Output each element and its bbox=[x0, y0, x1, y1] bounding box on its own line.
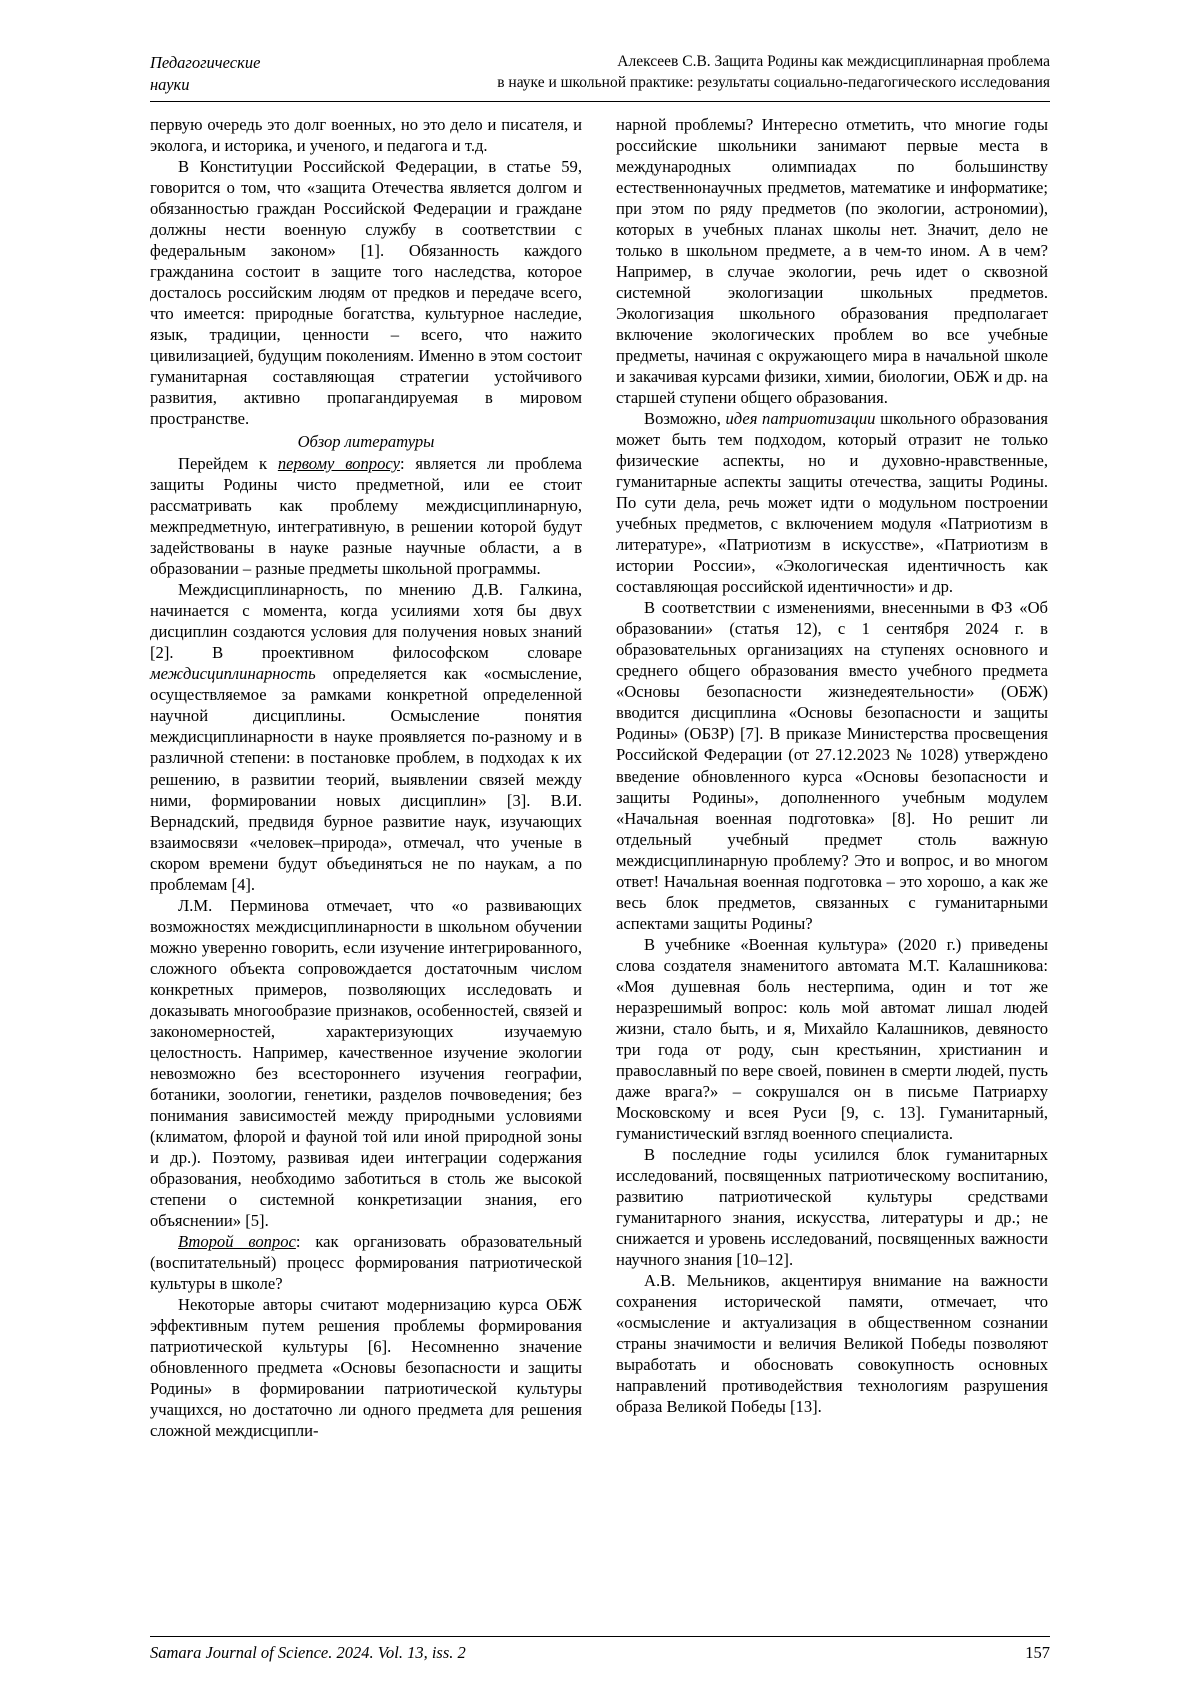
left-column bbox=[150, 114, 582, 1592]
section-subheading: Обзор литературы bbox=[297, 432, 435, 451]
header-article-title-line1: Алексеев С.В. Защита Родины как междисциплинарная проблема bbox=[617, 53, 1050, 70]
header-article-title-line2: в науке и школьной практике: результаты социально-педагогического исследования bbox=[497, 73, 1050, 91]
emphasis-first-question: первому вопросу bbox=[277, 454, 400, 474]
paragraph bbox=[150, 579, 582, 894]
header-section-title-line2: науки bbox=[150, 74, 190, 94]
paragraph: первую очередь это долг военных, но это дело и писателя, и эколога, и историка, и ученого, и педагога и т.д. bbox=[150, 114, 582, 155]
emphasis-patriotization-idea: идея патриотизации bbox=[725, 408, 876, 428]
header-article-title bbox=[370, 52, 1050, 94]
paragraph: В соответствии с изменениями, внесенными в ФЗ «Об образовании» (статья 12), с 1 сентября 2024 г. в образовательных организациях на ступенях основного и среднего общего образования вместо учебного предмета «Основы безопасности жизнедеятельности» (ОБЖ) вводится дисциплина «Основы безопасности и защиты Родины» (ОБЗР) [7]. В приказе Министерства просвещения Российской Федерации (от 27.12.2023 № 1028) утверждено введение обновленного курса «Основы безопасности и защиты Родины», дополненного учебным модулем «Начальная военная подготовка» [8]. Но решит ли отдельный учебный предмет столь важную междисциплинарную проблему? Это и вопрос, и во многом ответ! Начальная военная подготовка – это хорошо, а как же весь блок предметов, связанных с гуманитарными аспектами защиты Родины? bbox=[616, 598, 1048, 933]
body-columns bbox=[150, 114, 1050, 1592]
right-column bbox=[616, 114, 1048, 1592]
paragraph: А.В. Мельников, акцентируя внимание на важности сохранения исторической памяти, отмечает, что «осмысление и актуализация в общественном сознании страны значимости и величия Великой Победы позволяют выработать и обосновать совокупность основных направлений противодействия технологиям разрушения образа Великой Победы [13]. bbox=[616, 1271, 1048, 1417]
paragraph-text: определяется как «осмысление, осуществляемое за рамками конкретной определенной научной дисциплины. Осмысление понятия междисциплинарности в науке проявляется по-разному и в различной степени: в постановке проблем, в подходах к их решению, в развитии теорий, выявлении связей между ними, формировании новых дисциплин» [3]. В.И. Вернадский, предвидя бурное развитие наук, изучающих взаимосвязи «человек–природа», отмечал, что ученые в скором времени будут объединяться не по наукам, а по проблемам [4]. bbox=[150, 664, 582, 894]
paragraph: нарной проблемы? Интересно отметить, что многие годы российские школьники занимают первые места в международных олимпиадах по большинству естественнонаучных предметов, математике и информатике; при этом по ряду предметов (по экологии, астрономии), которых в учебных планах школы нет. Значит, дело не только в школьном предмете, а в чем-то ином. А в чем? Например, в случае экологии, речь идет о сквозной системной экологизации школьных предметов. Экологизация школьного образования предполагает включение экологических проблем во все учебные предметы, начиная с окружающего мира в начальной школе и закачивая курсами физики, химии, биологии, ОБЖ и др. на старшей ступени общего образования. bbox=[616, 114, 1048, 407]
page-header bbox=[150, 52, 1050, 102]
emphasis-second-question: Второй вопрос bbox=[178, 1232, 296, 1252]
paragraph: В учебнике «Военная культура» (2020 г.) приведены слова создателя знаменитого автомата М.Т. Калашникова: «Моя душевная боль нестерпима, один и тот же неразрешимый вопрос: коль мой автомат лишал людей жизни, стало быть, и я, Михайло Калашников, девяносто три года от роду, сын крестьянин, христианин и православный по вере своей, повинен в смерти людей, пусть даже врага?» – сокрушался он в письме Патриарху Московскому и всея Руси [9, с. 13]. Гуманитарный, гуманистический взгляд военного специалиста. bbox=[616, 934, 1048, 1144]
header-section-title bbox=[150, 52, 370, 96]
paragraph: Некоторые авторы считают модернизацию курса ОБЖ эффективным путем решения проблемы формирования патриотической культуры [6]. Несомненно значение обновленного предмета «Основы безопасности и защиты Родины» в формировании патриотической культуры учащихся, но достаточно ли одного предмета для решения сложной междисципли- bbox=[150, 1295, 582, 1441]
page-number: 157 bbox=[1025, 1643, 1050, 1662]
paragraph-text: Междисциплинарность, по мнению Д.В. Галкина, начинается с момента, когда усилиями хотя бы двух дисциплин создаются условия для получения новых знаний [2]. В проективном философском словаре bbox=[150, 580, 582, 663]
paragraph bbox=[150, 453, 582, 579]
header-section-title-line1: Педагогические bbox=[150, 53, 261, 72]
paragraph: Л.М. Перминова отмечает, что «о развивающих возможностях междисциплинарности в школьном обучении можно уверенно говорить, если изучение интегрированного, сложного объекта сопровождается достаточным числом конкретных примеров, позволяющих исследовать и доказывать многообразие признаков, особенностей, связей и закономерностей, характеризующих изучаемую целостность. Например, качественное изучение экологии невозможно без всестороннего изучения географии, ботаники, зоологии, генетики, разделов почвоведения; без понимания зависимостей между природными условиями (климатом, флорой и фауной той или иной природной зоны и др.). Поэтому, развивая идеи интеграции содержания образования, необходимо заботиться в столь же высокой степени о системной конкретизации знания, его объяснении» [5]. bbox=[150, 895, 582, 1231]
paragraph: В Конституции Российской Федерации, в статье 59, говорится о том, что «защита Отечества является долгом и обязанностью граждан Российской Федерации и граждане должны нести военную службу в соответствии с федеральным законом» [1]. Обязанность каждого гражданина состоит в защите того наследства, которое досталось российским людям от предков и передаче всего, что имеется: природные богатства, культурное наследие, язык, традиции, ценности – всего, что нажито цивилизацией, будущим поколениям. Именно в этом состоит гуманитарная составляющая стратегии устойчивого развития, активно пропагандируемая в мировом пространстве. bbox=[150, 156, 583, 428]
paragraph-text: школьного образования может быть тем подходом, который отразит не только физические аспекты, но и духовно-нравственные, гуманитарные аспекты защиты отечества, защиты Родины. По сути дела, речь может идти о модульном построении учебных предметов, с включением модуля «Патриотизм в литературе», «Патриотизм в искусстве», «Патриотизм в истории России», «Экологическая идентичность как составляющая российской идентичности» и др. bbox=[616, 408, 1048, 597]
paragraph bbox=[150, 1231, 582, 1294]
page-footer bbox=[150, 1636, 1050, 1663]
journal-citation: Samara Journal of Science. 2024. Vol. 13, iss. 2 bbox=[150, 1643, 466, 1662]
emphasis-interdisciplinarity: междисциплинарность bbox=[150, 664, 316, 684]
paragraph: В последние годы усилился блок гуманитарных исследований, посвященных патриотическому воспитанию, развитию патриотической культуры средствами гуманитарного знания, искусства, литературы и др.; не снижается и уровень исследований, посвященных важности научного знания [10–12]. bbox=[616, 1145, 1048, 1270]
paragraph-text: : как организовать образовательный (воспитательный) процесс формирования патриотической культуры в школе? bbox=[150, 1232, 582, 1294]
paragraph-text: Возможно, bbox=[644, 408, 726, 428]
paragraph bbox=[616, 408, 1048, 597]
paragraph-text: Перейдем к bbox=[178, 454, 278, 474]
paragraph-text: : является ли проблема защиты Родины чисто предметной, или ее стоит рассматривать как проблему междисциплинарную, межпредметную, интегративную, в решении которой будут задействованы в науке разные научные области, а в образовании – разные предметы школьной программы. bbox=[150, 454, 582, 579]
